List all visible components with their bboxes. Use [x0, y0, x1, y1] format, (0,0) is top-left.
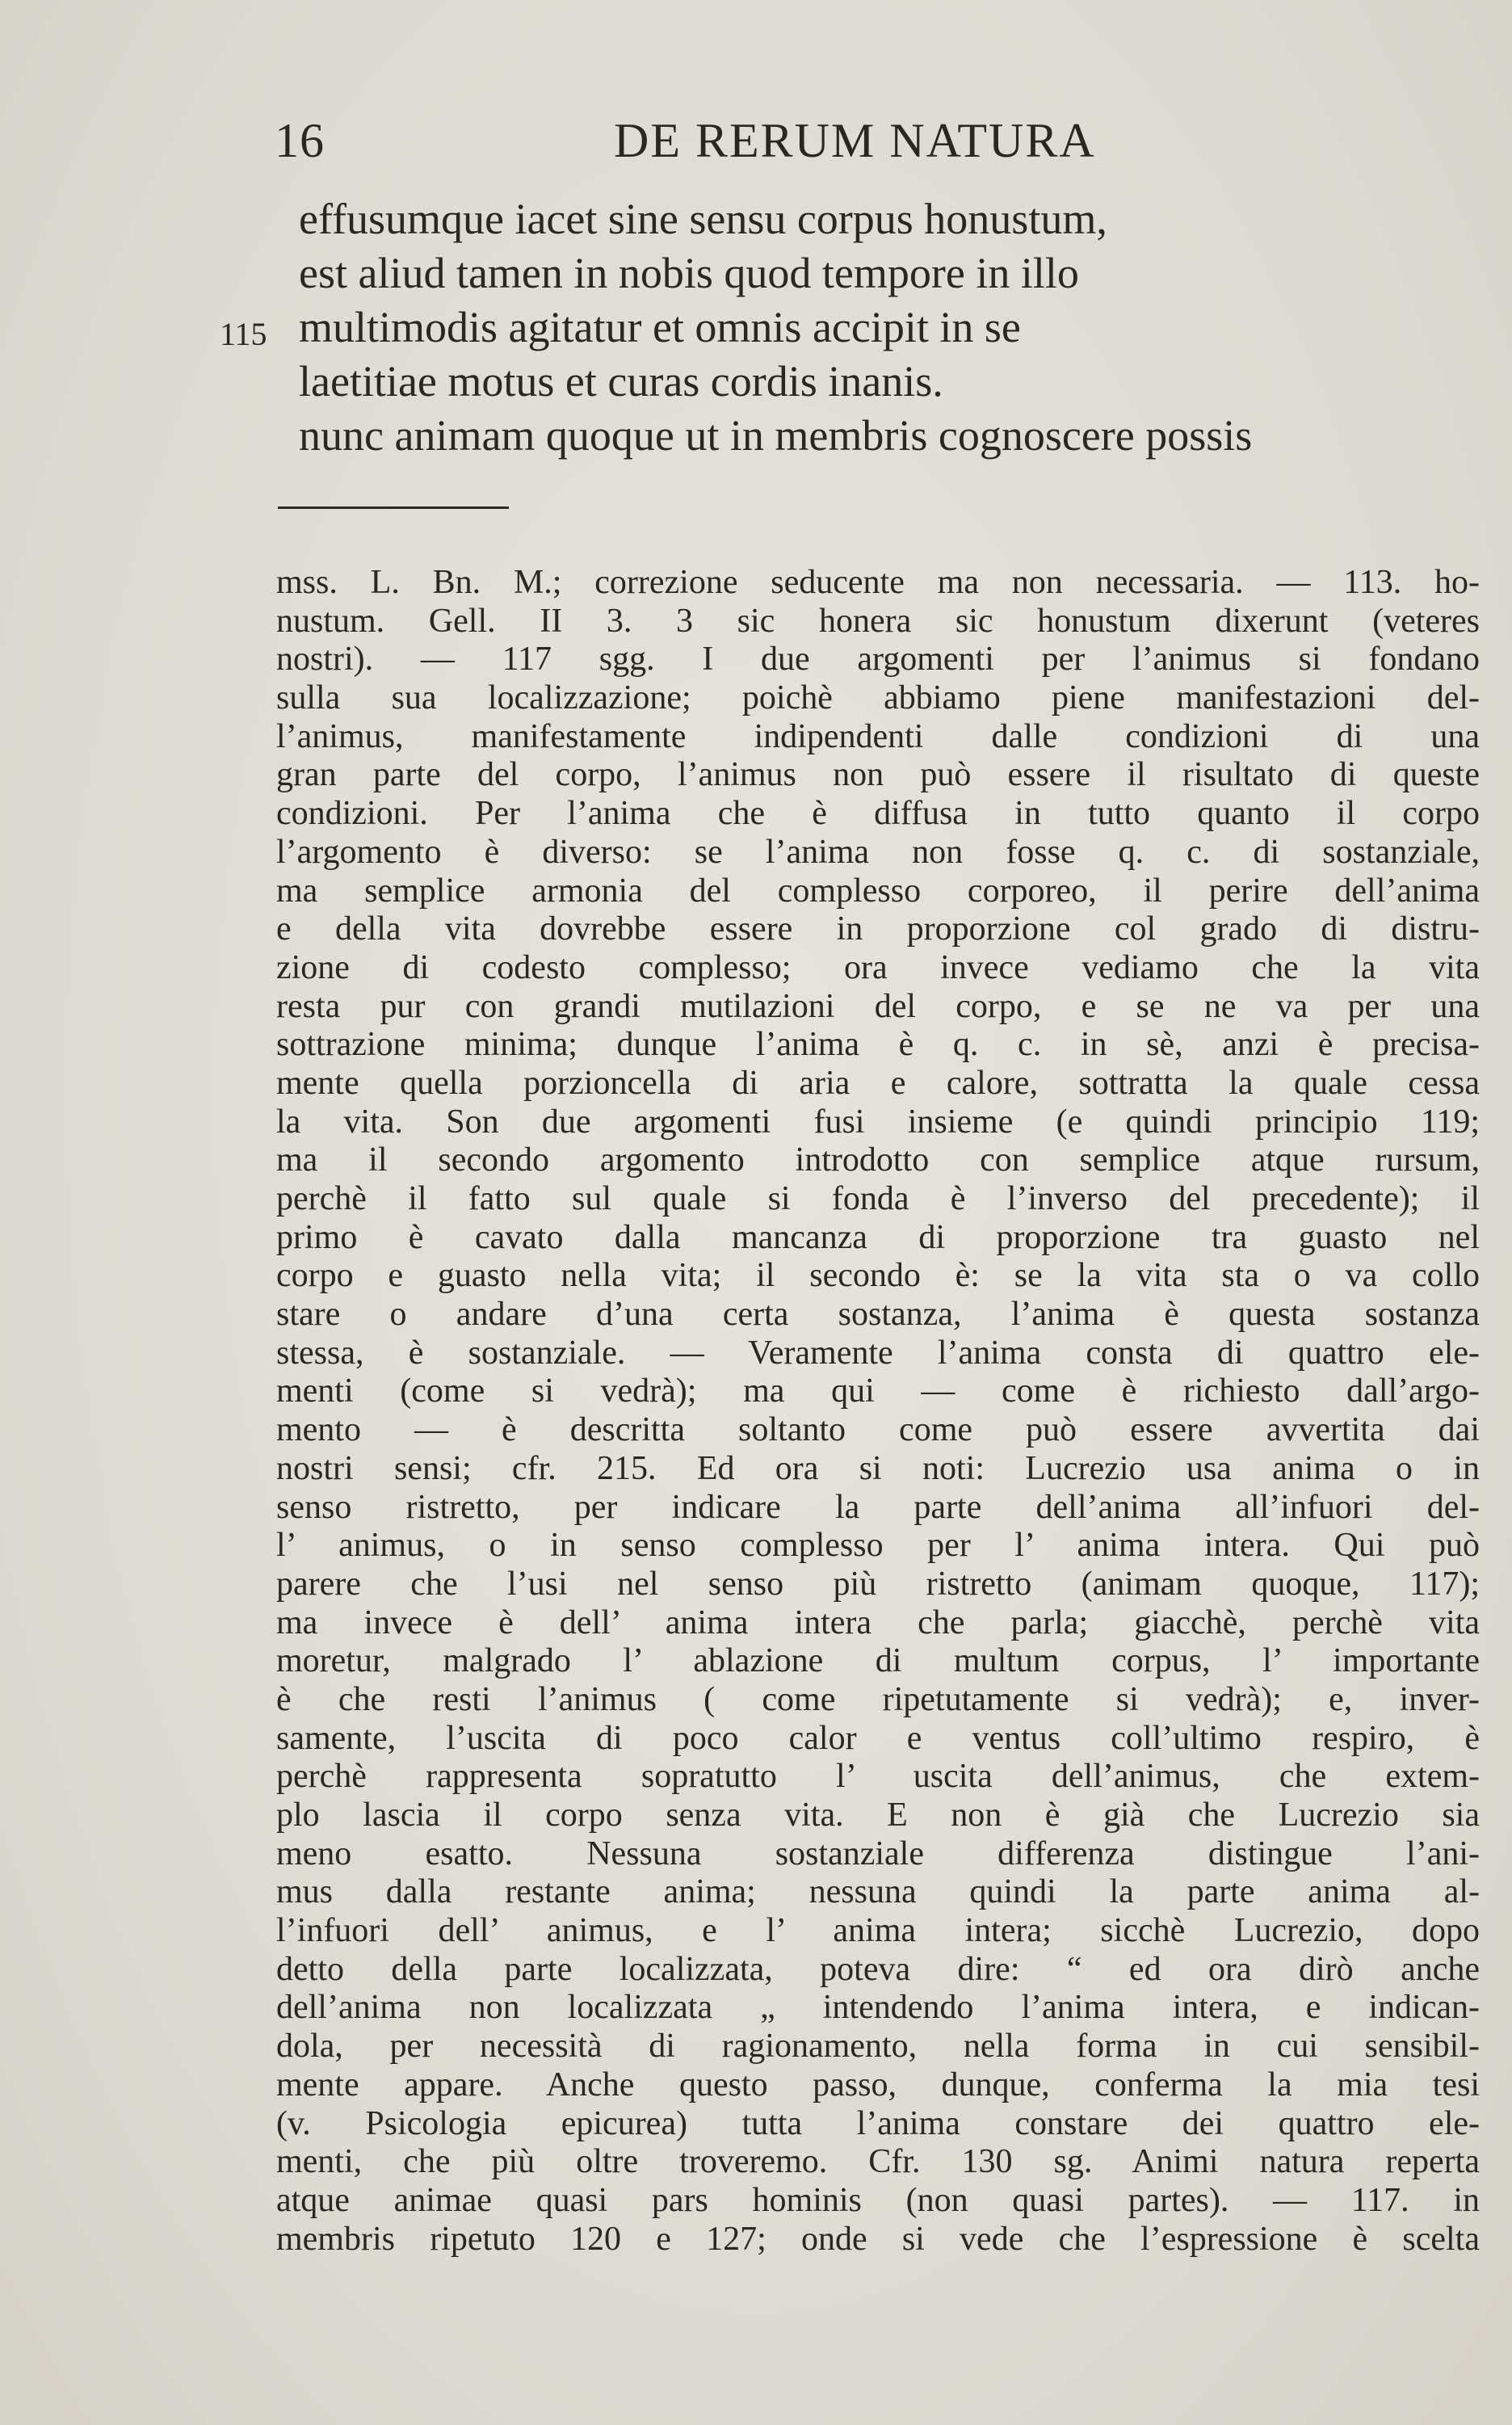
verse-line	[299, 409, 1494, 463]
page-number: 16	[275, 114, 325, 167]
commentary-line	[276, 1334, 1480, 1373]
commentary-line	[276, 1951, 1480, 1990]
commentary-line	[276, 2105, 1480, 2144]
line-number: 115	[220, 316, 267, 352]
commentary-line-text: mente quella porzioncella di aria e calore, sottratta la quale cessa	[276, 1064, 1480, 1102]
commentary-line-text: zione di codesto complesso; ora invece vediamo che la vita	[276, 948, 1480, 986]
commentary-line	[276, 1758, 1480, 1797]
commentary-line-text: sottrazione minima; dunque l’anima è q. c. in sè, anzi è precisa-	[276, 1026, 1480, 1064]
commentary-line-text: nostri). — 117 sgg. I due argomenti per l’animus si fondano	[276, 641, 1480, 679]
running-head	[275, 113, 1486, 178]
commentary-line	[276, 679, 1480, 718]
commentary-line	[276, 2066, 1480, 2105]
commentary-line-text: l’ animus, o in senso complesso per l’ anima intera. Qui può	[276, 1527, 1480, 1565]
verse-line-text: multimodis agitatur et omnis accipit in se	[299, 303, 1021, 351]
commentary-line	[276, 988, 1480, 1027]
commentary-line	[276, 1912, 1480, 1951]
running-title: DE RERUM NATURA	[614, 114, 1096, 167]
verse-line-text: effusumque iacet sine sensu corpus honustum,	[299, 195, 1107, 243]
commentary-line	[276, 718, 1480, 757]
commentary-line	[276, 1026, 1480, 1065]
commentary-line-text: perchè il fatto sul quale si fonda è l’inverso del precedente); il	[276, 1180, 1480, 1217]
commentary-line	[276, 1681, 1480, 1720]
commentary-line-text: plo lascia il corpo senza vita. E non è già che Lucrezio sia	[276, 1797, 1480, 1834]
commentary-line-text: menti (come si vedrà); ma qui — come è richiesto dall’argo-	[276, 1372, 1480, 1410]
commentary-line-text: samente, l’uscita di poco calor e ventus coll’ultimo respiro, è	[276, 1719, 1480, 1757]
commentary-line-text: è che resti l’animus ( come ripetutamente si vedrà); e, inver-	[276, 1680, 1480, 1718]
commentary-line	[276, 1835, 1480, 1874]
commentary-line-text: e della vita dovrebbe essere in proporzione col grado di distru-	[276, 910, 1480, 948]
commentary-line	[276, 603, 1480, 641]
commentary-line	[276, 1257, 1480, 1296]
commentary-line-text: parere che l’usi nel senso più ristretto (animam quoque, 117);	[276, 1565, 1480, 1603]
commentary-line-text: l’animus, manifestamente indipendenti dalle condizioni di una	[276, 717, 1480, 755]
commentary-line-text: l’argomento è diverso: se l’anima non fosse q. c. di sostanziale,	[276, 833, 1480, 871]
commentary-line	[276, 910, 1480, 949]
verse-line	[299, 355, 1494, 409]
commentary-line-text: moretur, malgrado l’ ablazione di multum corpus, l’ importante	[276, 1642, 1480, 1680]
commentary-line-text: stare o andare d’una certa sostanza, l’anima è questa sostanza	[276, 1296, 1480, 1334]
commentary-line-text: sulla sua localizzazione; poichè abbiamo piene manifestazioni del-	[276, 679, 1480, 717]
commentary-line	[276, 1065, 1480, 1103]
commentary-line-text: ma il secondo argomento introdotto con semplice atque rursum,	[276, 1141, 1480, 1179]
commentary-line-text: atque animae quasi pars hominis (non quasi partes). — 117. in	[276, 2181, 1480, 2219]
commentary-line-text: membris ripetuto 120 e 127; onde si vede che l’espressione è scelta	[276, 2220, 1480, 2258]
commentary-line	[276, 1219, 1480, 1258]
commentary-line-text: mento — è descritta soltanto come può essere avvertita dai	[276, 1411, 1480, 1449]
commentary-line	[276, 2221, 1480, 2259]
commentary-line	[276, 1527, 1480, 1566]
commentary-line	[276, 1450, 1480, 1489]
commentary-line-text: l’infuori dell’ animus, e l’ anima intera; sicchè Lucrezio, dopo	[276, 1912, 1480, 1950]
commentary-line-text: condizioni. Per l’anima che è diffusa in tutto quanto il corpo	[276, 795, 1480, 833]
commentary-line-text: la vita. Son due argomenti fusi insieme (e quindi principio 119;	[276, 1103, 1480, 1141]
commentary-line	[276, 2143, 1480, 2182]
verse-line	[220, 300, 1494, 355]
commentary-line-text: corpo e guasto nella vita; il secondo è: se la vita sta o va collo	[276, 1257, 1480, 1295]
commentary-line-text: primo è cavato dalla mancanza di proporzione tra guasto nel	[276, 1218, 1480, 1256]
verse-line-text: nunc animam quoque ut in membris cognoscere possis	[299, 411, 1253, 460]
commentary-line	[276, 1141, 1480, 1180]
verse-line	[299, 246, 1494, 300]
commentary-line	[276, 1642, 1480, 1681]
commentary-line	[276, 1411, 1480, 1450]
commentary-line-text: mente appare. Anche questo passo, dunque, conferma la mia tesi	[276, 2066, 1480, 2103]
commentary-notes	[276, 564, 1480, 2259]
commentary-line-text: ma invece è dell’ anima intera che parla; giacchè, perchè vita	[276, 1603, 1480, 1641]
commentary-line	[276, 1566, 1480, 1604]
commentary-line	[276, 949, 1480, 988]
commentary-line	[276, 2028, 1480, 2066]
commentary-line-text: nustum. Gell. II 3. 3 sic honera sic honustum dixerunt (veteres	[276, 602, 1480, 640]
commentary-line	[276, 2182, 1480, 2221]
commentary-line	[276, 1720, 1480, 1759]
commentary-line-text: gran parte del corpo, l’animus non può essere il risultato di queste	[276, 756, 1480, 794]
commentary-line-text: meno esatto. Nessuna sostanziale differenza distingue l’ani-	[276, 1835, 1480, 1872]
commentary-line	[276, 1873, 1480, 1912]
commentary-line-text: nostri sensi; cfr. 215. Ed ora si noti: Lucrezio usa anima o in	[276, 1449, 1480, 1487]
commentary-line-text: perchè rappresenta sopratutto l’ uscita dell’animus, che extem-	[276, 1758, 1480, 1796]
commentary-line-text: ma semplice armonia del complesso corporeo, il perire dell’anima	[276, 872, 1480, 910]
commentary-line	[276, 756, 1480, 795]
commentary-line-text: dell’anima non localizzata „ intendendo l’anima intera, e indican-	[276, 1989, 1480, 2027]
footnote-divider	[278, 506, 509, 509]
verse-line-text: est aliud tamen in nobis quod tempore in illo	[299, 249, 1079, 297]
commentary-line	[276, 1103, 1480, 1142]
commentary-line-text: (v. Psicologia epicurea) tutta l’anima constare dei quattro ele-	[276, 2104, 1480, 2142]
commentary-line	[276, 1489, 1480, 1528]
commentary-line-text: senso ristretto, per indicare la parte dell’anima all’infuori del-	[276, 1488, 1480, 1526]
commentary-line	[276, 564, 1480, 603]
commentary-line	[276, 872, 1480, 911]
commentary-line	[276, 1604, 1480, 1643]
commentary-line-text: mss. L. Bn. M.; correzione seducente ma non necessaria. — 113. ho-	[276, 564, 1480, 601]
commentary-line	[276, 834, 1480, 872]
commentary-line	[276, 795, 1480, 834]
commentary-line	[276, 1797, 1480, 1835]
verse-line-text: laetitiae motus et curas cordis inanis.	[299, 357, 943, 406]
commentary-line	[276, 1296, 1480, 1334]
commentary-line	[276, 1989, 1480, 2028]
commentary-line-text: dola, per necessità di ragionamento, nella forma in cui sensibil-	[276, 2028, 1480, 2066]
commentary-line-text: stessa, è sostanziale. — Veramente l’anima consta di quattro ele-	[276, 1334, 1480, 1372]
commentary-line-text: mus dalla restante anima; nessuna quindi la parte anima al-	[276, 1873, 1480, 1911]
commentary-line	[276, 1180, 1480, 1219]
verse-block	[220, 192, 1494, 463]
verse-line	[299, 192, 1494, 246]
commentary-line	[276, 641, 1480, 679]
commentary-line-text: detto della parte localizzata, poteva dire: “ ed ora dirò anche	[276, 1950, 1480, 1988]
commentary-line-text: menti, che più oltre troveremo. Cfr. 130 sg. Animi natura reperta	[276, 2143, 1480, 2181]
commentary-line-text: resta pur con grandi mutilazioni del corpo, e se ne va per una	[276, 987, 1480, 1025]
commentary-line	[276, 1372, 1480, 1411]
